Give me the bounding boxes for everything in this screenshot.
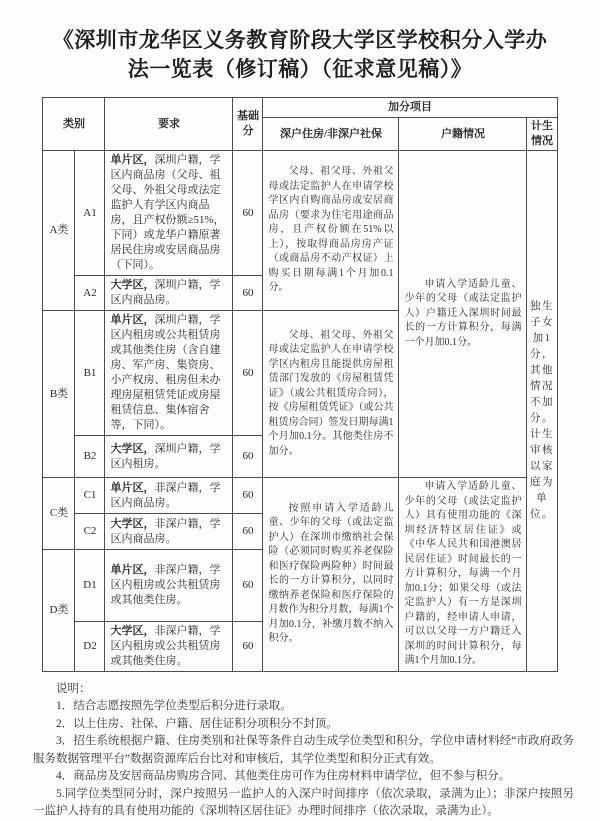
requirement-text: 非深户籍，学区内商品房。 — [110, 481, 221, 509]
base-score-c1-cell: 60 — [233, 478, 263, 514]
requirement-c2-cell — [105, 514, 233, 550]
notes-section — [33, 681, 574, 821]
code-a2-cell: A2 — [75, 276, 105, 311]
requirement-text: 非深户籍，学区内商品房。 — [110, 517, 221, 545]
category-a-cell: A类 — [43, 151, 75, 311]
col-header-housing-social: 深户住房/非深户社保 — [263, 118, 399, 151]
requirement-lead: 大学区， — [110, 517, 155, 530]
note-item-4: 4．商品房及安居商品房购房合同、其他类住房可作为住房材料申请学位，但不参与积分。 — [56, 770, 511, 782]
base-score-d1-cell: 60 — [233, 550, 263, 622]
code-d2-cell: D2 — [75, 621, 105, 671]
points-admission-table — [42, 97, 557, 672]
code-b2-cell: B2 — [75, 436, 105, 478]
code-a1-cell: A1 — [75, 151, 105, 276]
requirement-lead: 单片区， — [110, 563, 155, 576]
notes-label: 说明： — [56, 682, 91, 695]
requirement-lead: 单片区， — [110, 314, 155, 326]
category-d-cell: D类 — [43, 550, 75, 672]
col-header-family-planning: 计生情况 — [527, 118, 557, 151]
col-header-requirement: 要求 — [105, 98, 233, 151]
bonus-household-cd-cell: 申请入学适龄儿童、少年的父母（或法定监护人）具有使用功能的《深圳经济特区居住证》或《中华人民共和国港澳居民居住证》时间最长的一方计算积分，每满一个月加0.1分；如果父母（或法定监护人）有一方是深圳户籍的，经申请人申请，可以以父母一方户籍迁入深圳的时间计算积分，每满1个月加0.1分。 — [399, 478, 527, 672]
note-item-1: 1．结合志愿按照先学位类型后积分进行录取。 — [56, 700, 292, 712]
category-b-cell: B类 — [43, 311, 75, 478]
note-item-3: 3．招生系统根据户籍、住房类别和社保等条件自动生成学位类型和积分，学位申请材料经“市政府政务服务数据管理平台”数据资源库后台比对和审核后，其学位类型和积分正式有效。 — [33, 735, 574, 765]
base-score-a2-cell: 60 — [233, 276, 263, 311]
page-title-line2: 法一览表（修订稿）（征求意见稿）》 — [127, 58, 473, 81]
requirement-b1-cell — [105, 311, 233, 436]
note-item-2: 2．以上住房、社保、户籍、居住证积分项积分不封顶。 — [56, 717, 338, 730]
requirement-d2-cell — [105, 621, 233, 671]
requirement-lead: 大学区， — [110, 624, 155, 637]
requirement-lead: 单片区， — [110, 481, 155, 494]
table-row-c1 — [43, 478, 557, 514]
base-score-b2-cell: 60 — [233, 436, 263, 478]
requirement-lead: 大学区， — [110, 442, 155, 455]
requirement-a1-cell — [105, 151, 233, 276]
requirement-text: 深圳户籍，学区内商品房（父母、祖父母、外祖父母或法定监护人有学区内商品房，且产权份额≥51%，下同）或龙华户籍原著居民住房或安居商品房（下同）。 — [110, 154, 225, 271]
col-header-bonus-items: 加分项目 — [263, 98, 557, 118]
requirement-text: 深圳户籍，学区内租房。 — [110, 442, 221, 470]
requirement-text: 非深户籍，学区内租房或公共租赁房或其他类住房。 — [110, 563, 221, 606]
requirement-lead: 单片区， — [110, 154, 155, 166]
requirement-d1-cell — [105, 550, 233, 622]
bonus-housing-b-cell: 父母、祖父母、外祖父母或法定监护人在申请学校学区内租房且能提供房屋租赁部门发放的《房屋租赁凭证》（或公共租赁房合同），按《房屋租赁凭证》（或公共租赁房合同）签发日期每满1个月加0.1分。其他类住房不加分。 — [263, 311, 399, 478]
base-score-b1-cell: 60 — [233, 311, 263, 436]
base-score-d2-cell: 60 — [233, 621, 263, 671]
requirement-b2-cell — [105, 436, 233, 478]
requirement-a2-cell — [105, 276, 233, 311]
page-title-line1: 《深圳市龙华区义务教育阶段大学区学校积分入学办 — [52, 29, 548, 52]
bonus-housing-a-cell: 父母、祖父母、外祖父母或法定监护人在申请学校学区内自购商品房或安居商品房（要求为住宅用途商品房，且产权份额在51%以上），按取得商品房房产证（或商品房不动产权证）上购买日期每满1个月加0.1分。 — [263, 151, 399, 311]
base-score-a1-cell: 60 — [233, 151, 263, 276]
category-c-cell: C类 — [43, 478, 75, 550]
code-b1-cell: B1 — [75, 311, 105, 436]
col-header-household: 户籍情况 — [399, 118, 527, 151]
col-header-base-score: 基础分 — [233, 98, 263, 151]
base-score-c2-cell: 60 — [233, 514, 263, 550]
note-item-5: 5.同学位类型同分时，深户按照另一监护人的入深户时间排序（依次录取，录满为止）；非深户按照另一监护人持有的具有使用功能的《深圳特区居住证》办理时间排序（依次录取，录满为止）。 — [33, 787, 574, 817]
requirement-text: 非深户籍，学区内租房或公共租赁房或其他类住房。 — [110, 624, 221, 667]
requirement-c1-cell — [105, 478, 233, 514]
header-row-1 — [43, 98, 557, 118]
bonus-social-cd-cell: 按照申请入学适龄儿童、少年的父母（或法定监护人）在深圳市缴纳社会保险（必须同时购买养老保险和医疗保险两险种）时间最长的一方计算积分，以同时缴纳养老保险和医疗保险的月数作为积分月数，每满1个月加0.1分，补缴月数不纳入积分。 — [263, 478, 399, 672]
col-header-category: 类别 — [43, 98, 105, 151]
requirement-text: 深圳户籍，学区内商品房。 — [110, 279, 221, 306]
bonus-household-ab-cell: 申请入学适龄儿童、少年的父母（或法定监护人）户籍迁入深圳时间最长的一方计算积分，每满一个月加0.1分。 — [399, 151, 527, 478]
requirement-lead: 大学区， — [110, 279, 155, 291]
table-row-a1 — [43, 151, 557, 276]
page-title — [0, 26, 600, 84]
code-c1-cell: C1 — [75, 478, 105, 514]
code-c2-cell: C2 — [75, 514, 105, 550]
requirement-text: 深圳户籍，学区内租房或公共租赁房或其他类住房（含自建房、军产房、集资房、小产权房、租房但未办理房屋租赁凭证或房屋租赁信息、集体宿舍等，下同）。 — [110, 314, 221, 431]
code-d1-cell: D1 — [75, 550, 105, 622]
bonus-family-planning-cell: 独生子女加1分，其他情况不加分。计生审核以家庭为单位。 — [527, 151, 557, 672]
